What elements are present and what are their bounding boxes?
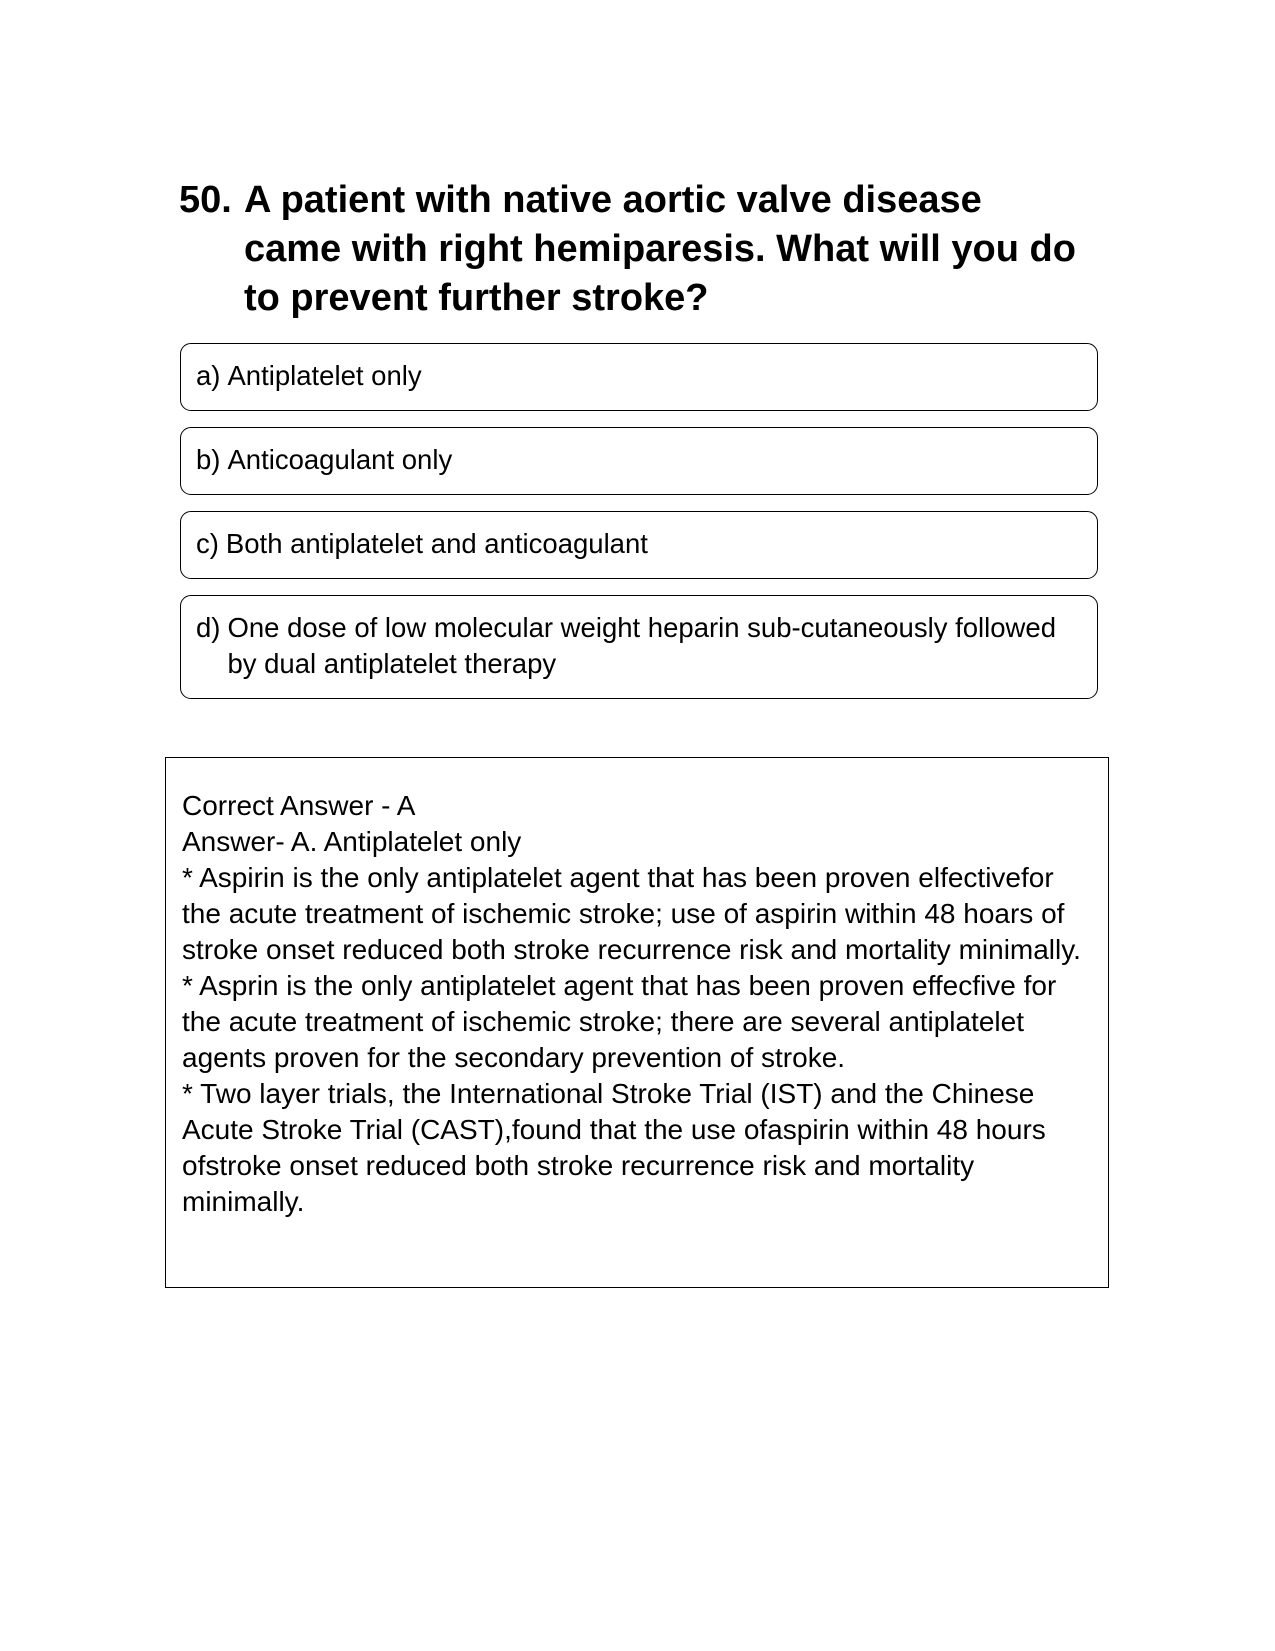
explanation-point: * Two layer trials, the International Stroke Trial (IST) and the Chinese Acute Stroke Trial (CAST),found that the use ofaspirin within 48 hours ofstroke onset reduced both stroke recurrence risk and mortality minimally. (182, 1078, 1046, 1217)
option-a[interactable] (180, 343, 1098, 411)
answer-line: Answer- A. Antiplatelet only (182, 826, 522, 857)
option-letter: a) (196, 360, 221, 391)
explanation-point: * Asprin is the only antiplatelet agent that has been proven effecfive for the acute treatment of ischemic stroke; there are several antiplatelet agents proven for the secondary prevention of stroke. (182, 970, 1057, 1073)
option-letter: c) (196, 528, 219, 559)
option-text: Both antiplatelet and anticoagulant (225, 528, 648, 559)
option-text: Anticoagulant only (227, 444, 453, 475)
question-number: 50. (179, 179, 232, 221)
answer-explanation-box (165, 757, 1109, 1288)
correct-answer: Correct Answer - A (182, 790, 416, 821)
option-letter: b) (196, 444, 221, 475)
option-letter: d) (196, 612, 221, 643)
question-text: A patient with native aortic valve disease came with right hemiparesis. What will you do to prevent further stroke? (244, 179, 1076, 319)
option-text: Antiplatelet only (227, 360, 422, 391)
question (179, 176, 1079, 323)
option-c[interactable] (180, 511, 1098, 579)
option-text: One dose of low molecular weight heparin sub-cutaneously followed by dual antiplatelet therapy (227, 612, 1056, 679)
option-b[interactable] (180, 427, 1098, 495)
option-d[interactable] (180, 595, 1098, 699)
explanation-point: * Aspirin is the only antiplatelet agent that has been proven elfectivefor the acute treatment of ischemic stroke; use of aspirin within 48 hoars of stroke onset reduced both stroke recurrence risk and mortality minimally. (182, 862, 1081, 965)
